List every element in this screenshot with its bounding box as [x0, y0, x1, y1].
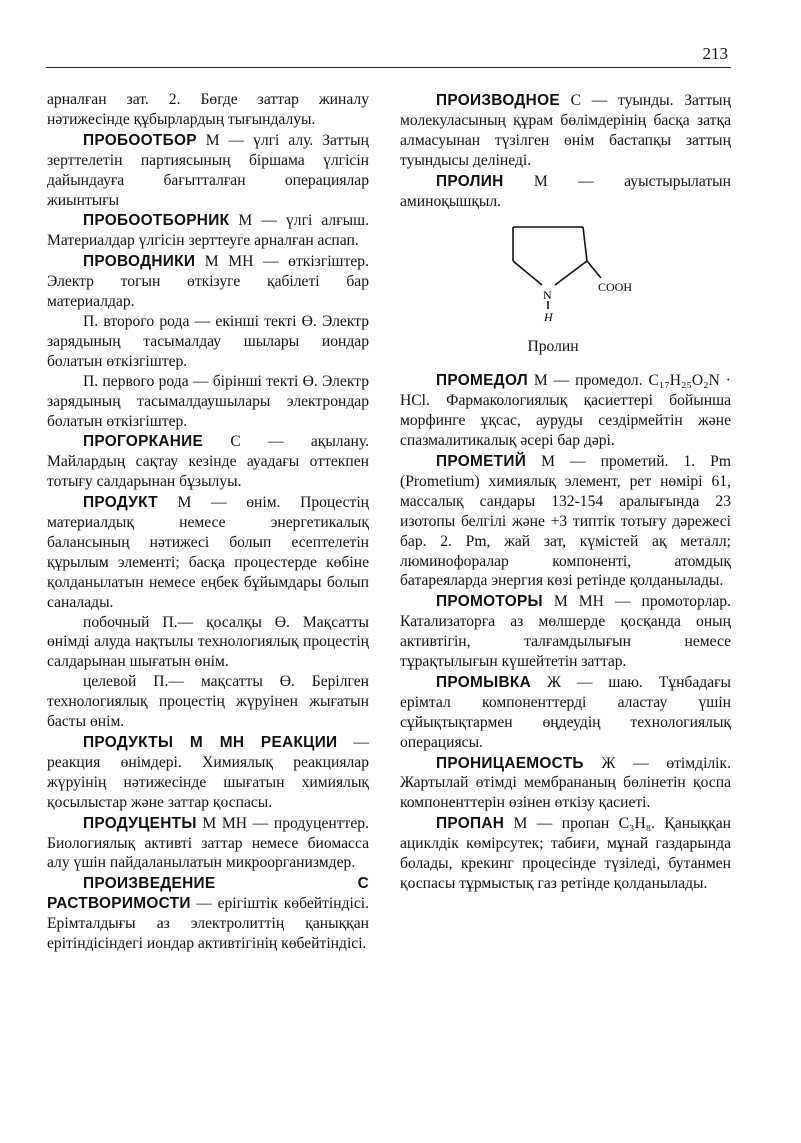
sub-entry: побочный П.— қосалқы Ө. Мақсатты өнімді алуда нақтылы технологиялық процестің салдарынан шығатын өнім. — [47, 613, 369, 671]
entry-definition: Ж — өтімділік. Жартылай өтімді мембрананың бөлінетін қоспа компоненттерін өзінен өткізу қасиеті. — [400, 754, 731, 812]
entry-headword: ПРОБООТБОР — [83, 131, 197, 149]
entry-headword: ПРОИЗВЕДЕНИЕ С РАСТВОРИМОСТИ — [47, 875, 369, 913]
entry-headword: ПРОДУКТЫ М МН РЕАКЦИИ — [83, 734, 338, 751]
dictionary-entry — [400, 754, 731, 814]
entry-definition: М МН — продуценттер. Биологиялық активті заттар немесе биомасса алу үшін пайдаланылатын микроорганизмдер. — [47, 814, 369, 872]
entry-definition: М — прометий. 1. Pm (Prometium) химиялық элемент, рет нөмірі 61, массалық сандары 132-154 аралығында 23 изотопы белгілі және +3 типтік тотығу дәрежесі бар. 2. Pm, жай зат, күмістей ақ металл; люминофоралар компоненті, атомдық батареяларда энергия көзі ретінде қолданылады. — [400, 452, 731, 590]
entry-definition: М МН — промоторлар. Катализаторға аз мөлшерде қосқанда оның активтігін, талғамдылығын немесе тұрақтылығын күшейтетін заттар. — [400, 593, 731, 671]
left-column — [47, 90, 369, 954]
ring-bond-right-n — [555, 261, 587, 285]
entry-definition: С — ақылану. Майлардың сақтау кезінде ауадағы оттекпен тотығу салдарынан бұзылуы. — [47, 433, 369, 491]
entry-definition: М — промедол. C₁₇H₂₅O₂N · HCl. Фармакологиялық қасиеттері бойынша морфинге ұқсас, ауруды сездірмейтін және спазмалитикалық әсері бар дәрі. — [400, 372, 731, 450]
entry-headword: ПРОМОТОРЫ — [436, 593, 543, 611]
entry-definition: М — ауыстырылатын аминоқышқыл. — [400, 172, 731, 210]
dictionary-entry — [400, 592, 731, 672]
entry-headword: ПРОГОРКАНИЕ — [83, 433, 204, 451]
dictionary-entry — [47, 874, 369, 954]
dictionary-entry — [400, 814, 731, 894]
entry-headword: ПРОВОДНИКИ — [83, 253, 196, 271]
entry-definition: Ж — шаю. Тұнбадағы ерімтал компоненттерді аластау үшін сұйықтықтармен өңдеудің технологиялық операциясы. — [400, 673, 731, 751]
entry-headword: ПРОДУЦЕНТЫ — [83, 814, 197, 832]
entry-definition: М — үлгі алғыш. Материалдар үлгісін зерттеуге арналған аспап. — [47, 212, 369, 250]
dictionary-entry — [47, 211, 369, 251]
dictionary-entry — [47, 733, 369, 813]
structure-caption: Пролин — [527, 338, 579, 356]
entry-headword: ПРОМЕТИЙ — [436, 452, 527, 470]
dictionary-entry — [47, 814, 369, 874]
dictionary-entry — [47, 493, 369, 612]
entry-headword: ПРОДУКТ — [83, 494, 158, 512]
n-atom-label: N — [543, 288, 552, 303]
sub-entry: П. второго рода — екінші текті Ө. Электр зарядының тасымалдау шылары иондар болатын өткізгіштер. — [47, 312, 369, 370]
dictionary-entry — [400, 91, 731, 171]
entry-definition: М — үлгі алу. Заттың зерттелетін партиясының біршама үлгісін дайындауға бағытталған операциялар жиынтығы — [47, 131, 369, 209]
entry-definition: С — туынды. Заттың молекуласының құрам бөлімдерінің басқа затқа алмасуынан түзілген өнім бастапқы заттың туындысы делінеді. — [400, 92, 731, 169]
entry-headword: ПРОПАН — [436, 815, 505, 833]
entry-definition: — ерігіштік көбейтіндісі. Ерімталдығы аз электролиттің қаныққан ерітіндісіндегі иондар активтігінің көбейтіндісі. — [47, 895, 369, 953]
entry-definition: М — пропан C₃H₈. Қаныққан ациклдік көмірсутек; табиғи, мұнай газдарында болады, крекинг процесінде түзіледі, бутанмен қоспасы тұрмыстық газ ретінде қолданылады. — [400, 815, 731, 892]
proline-structure-diagram — [400, 217, 731, 335]
header-rule — [46, 67, 731, 68]
continued-text: арналған зат. 2. Бөгде заттар жиналу нәтижесінде құбырлардың тығындалуы. — [47, 91, 369, 128]
proline-structure — [400, 217, 731, 335]
dictionary-entry — [47, 252, 369, 312]
cooh-bond — [587, 261, 601, 278]
cooh-group-label: COOH — [598, 280, 633, 295]
dictionary-entry — [47, 432, 369, 492]
entry-headword: ПРОИЗВОДНОЕ — [436, 92, 560, 109]
entry-definition: М МН — өткізгіштер. Электр тогын өткізуге қабілеті бар материалдар. — [47, 253, 369, 311]
entry-headword: ПРОНИЦАЕМОСТЬ — [436, 754, 584, 772]
entry-headword: ПРОЛИН — [436, 172, 504, 190]
dictionary-entry — [47, 131, 369, 211]
page-number: 213 — [702, 44, 728, 63]
sub-entry: П. первого рода — бірінші текті Ө. Электр зарядының тасымалдаушылары электрондар болатын өткізгіштер. — [47, 372, 369, 430]
entry-definition: — реакция өнімдері. Химиялық реакциялар жүруінің нәтижесінде шығатын химиялық қосылыстар және заттар қоспасы. — [47, 734, 369, 811]
entry-headword: ПРОБООТБОРНИК — [83, 212, 230, 230]
right-column — [400, 90, 731, 894]
h-atom-label: H — [544, 310, 553, 325]
dictionary-entry — [400, 172, 731, 212]
dictionary-entry — [400, 673, 731, 753]
entry-headword: ПРОМЫВКА — [436, 673, 532, 691]
dictionary-entry — [400, 452, 731, 591]
ring-bond-right — [583, 227, 587, 261]
dictionary-entry — [400, 371, 731, 451]
entry-definition: М — өнім. Процестің материалдық немесе энергетикалық балансының нәтижесі болып есептелетін құрылым элементі; басқа процестерде көбіне қолданылатын немесе еңбек бұйымдары болып саналады. — [47, 494, 369, 611]
entry-headword: ПРОМЕДОЛ — [436, 372, 528, 390]
sub-entry: целевой П.— мақсатты Ө. Берілген технологиялық процестің жүруінен жығатын басты өнім. — [47, 673, 369, 731]
ring-bond-left-n — [513, 261, 542, 285]
